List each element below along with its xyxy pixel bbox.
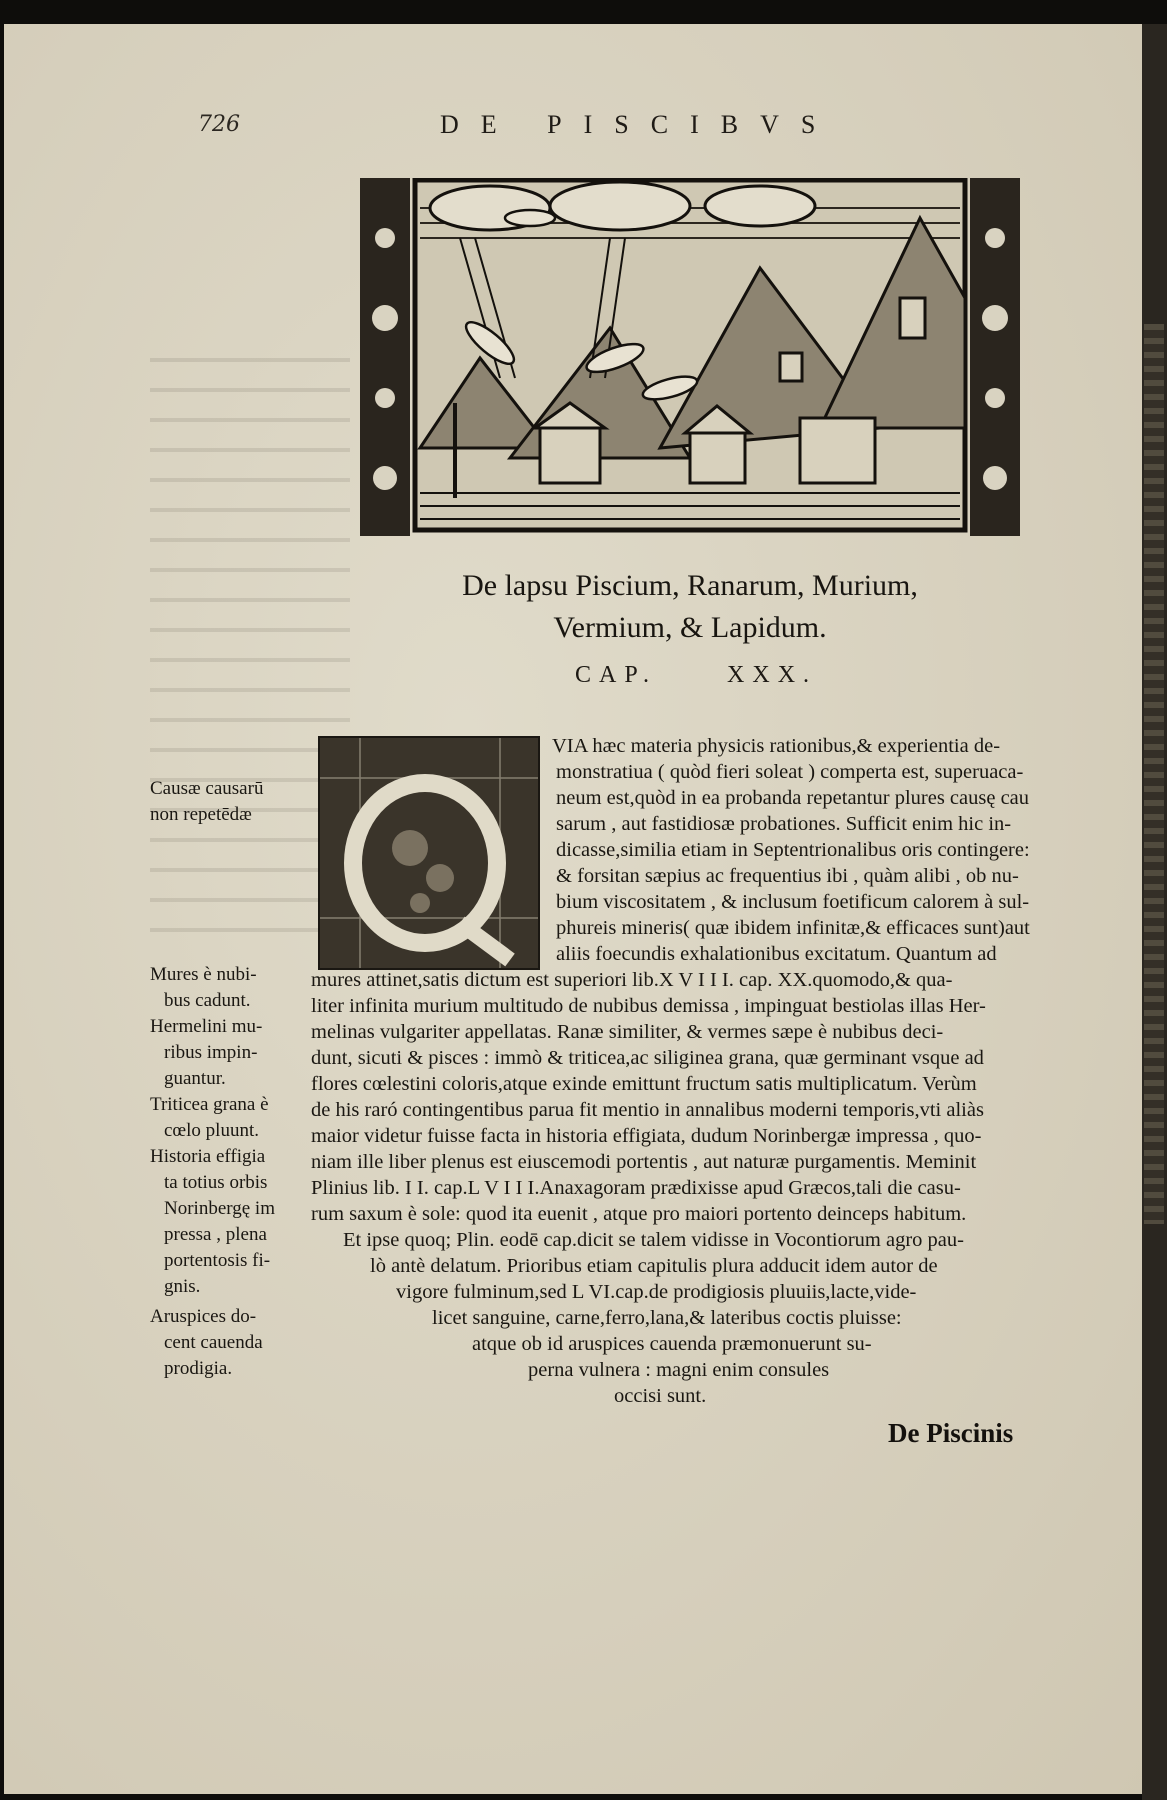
marginal-line: Norinbergę im	[164, 1198, 275, 1219]
body-line: rum saxum è sole: quod ita euenit , atque pro maiori portento deinceps habitum.	[311, 1203, 967, 1225]
marginal-line: ta totius orbis	[164, 1172, 268, 1193]
body-line: sarum , aut fastidiosæ probationes. Sufficit enim hic in-	[556, 813, 1012, 835]
marginal-line: pressa , plena	[164, 1224, 267, 1245]
chapter-label: CAP.	[575, 662, 658, 688]
body-line: mures attinet,satis dictum est superiori lib.X V I I I. cap. XX.quomodo,& qua-	[311, 969, 953, 991]
marginal-line: Aruspices do-	[150, 1306, 257, 1327]
chapter-heading	[380, 565, 1000, 649]
body-line: Plinius lib. I I. cap.L V I I I.Anaxagoram prædixisse apud Græcos,tali die casu-	[311, 1177, 961, 1199]
body-line: bium viscositatem , & inclusum foetificum calorem à sul-	[556, 891, 1030, 913]
body-line: flores cœlestini coloris,atque exinde emittunt fructum satis multiplicatum. Verùm	[311, 1073, 977, 1095]
adjacent-page-bleed	[1144, 324, 1164, 1224]
body-line: de his raró contingentibus parua fit mentio in annalibus moderni temporis,vti aliàs	[311, 1099, 984, 1121]
body-line: phureis mineris( quæ ibidem infinitæ,& efficaces sunt)aut	[556, 917, 1030, 939]
marginal-line: gnis.	[164, 1276, 201, 1297]
marginal-line: non repetēdæ	[150, 804, 252, 825]
marginal-line: Historia effigia	[150, 1146, 266, 1167]
marginal-line: ribus impin-	[164, 1042, 258, 1063]
marginal-line: bus cadunt.	[164, 990, 251, 1011]
body-line: neum est,quòd in ea probanda repetantur plures causę cau	[556, 787, 1030, 809]
body-line: monstratiua ( quòd fieri soleat ) comperta est, superuaca-	[556, 761, 1024, 783]
body-line: lò antè delatum. Prioribus etiam capitulis plura adducit idem autor de	[370, 1255, 938, 1277]
page-number: 726	[198, 112, 240, 137]
marginal-note	[150, 1144, 306, 1300]
chapter-number	[575, 662, 817, 689]
body-line: atque ob id aruspices cauenda præmonuerunt su-	[472, 1333, 872, 1355]
running-title: DE PISCIBVS	[440, 110, 838, 139]
marginal-line: cœlo pluunt.	[164, 1120, 259, 1141]
catchword: De Piscinis	[888, 1418, 1014, 1448]
body-line: aliis foecundis exhalationibus excitatum. Quantum ad	[556, 943, 997, 965]
marginal-note	[150, 776, 306, 828]
body-line: licet sanguine, carne,ferro,lana,& lateribus coctis pluisse:	[432, 1307, 902, 1329]
body-line: perna vulnera : magni enim consules	[528, 1359, 830, 1381]
body-line: occisi sunt.	[614, 1385, 707, 1407]
woodcut-illustration	[360, 178, 1020, 536]
woodcut-rain-of-fish-icon	[360, 178, 1020, 536]
body-line: vigore fulminum,sed L VI.cap.de prodigiosis pluuiis,lacte,vide-	[396, 1281, 917, 1303]
running-head	[0, 112, 1167, 152]
marginal-line: guantur.	[164, 1068, 226, 1089]
body-line: liter infinita murium multitudo de nubibus demissa , impinguat bestiolas illas Her-	[311, 995, 986, 1017]
body-line: niam ille liber plenus est eiuscemodi portentis , aut naturæ purgamentis. Meminit	[311, 1151, 977, 1173]
marginal-line: prodigia.	[164, 1358, 233, 1379]
body-line: Et ipse quoq; Plin. eodē cap.dicit se talem vidisse in Vocontiorum agro pau-	[343, 1229, 964, 1251]
marginal-line: Causæ causarū	[150, 778, 264, 799]
chapter-roman: XXX.	[727, 662, 818, 688]
decorated-initial	[318, 736, 540, 970]
marginal-note	[150, 1092, 306, 1144]
marginal-line: Mures è nubi-	[150, 964, 257, 985]
adjacent-page-edge	[1142, 24, 1167, 1800]
decorated-initial-q-icon	[320, 738, 538, 968]
marginal-line: Triticea grana è	[150, 1094, 269, 1115]
marginal-line: Hermelini mu-	[150, 1016, 263, 1037]
body-line: VIA hæc materia physicis rationibus,& experientia de-	[552, 735, 1001, 757]
marginal-note	[150, 962, 306, 1092]
body-line: dicasse,similia etiam in Septentrionalibus oris contingere:	[556, 839, 1030, 861]
body-line: dunt, sicuti & pisces : immò & triticea,ac siliginea grana, quæ germinant vsque ad	[311, 1047, 984, 1069]
marginal-line: cent cauenda	[164, 1332, 263, 1353]
body-line: & forsitan sæpius ac frequentius ibi , quàm alibi , ob nu-	[556, 865, 1019, 887]
marginal-line: portentosis fi-	[164, 1250, 271, 1271]
marginal-note	[150, 1304, 306, 1382]
heading-line-1: De lapsu Piscium, Ranarum, Murium,	[462, 569, 918, 602]
heading-line-2: Vermium, & Lapidum.	[553, 611, 827, 644]
body-line: melinas vulgariter appellatas. Ranæ similiter, & vermes sæpe è nubibus deci-	[311, 1021, 944, 1043]
body-line: maior videtur fuisse facta in historia effigiata, dudum Norinbergæ impressa , quo-	[311, 1125, 982, 1147]
